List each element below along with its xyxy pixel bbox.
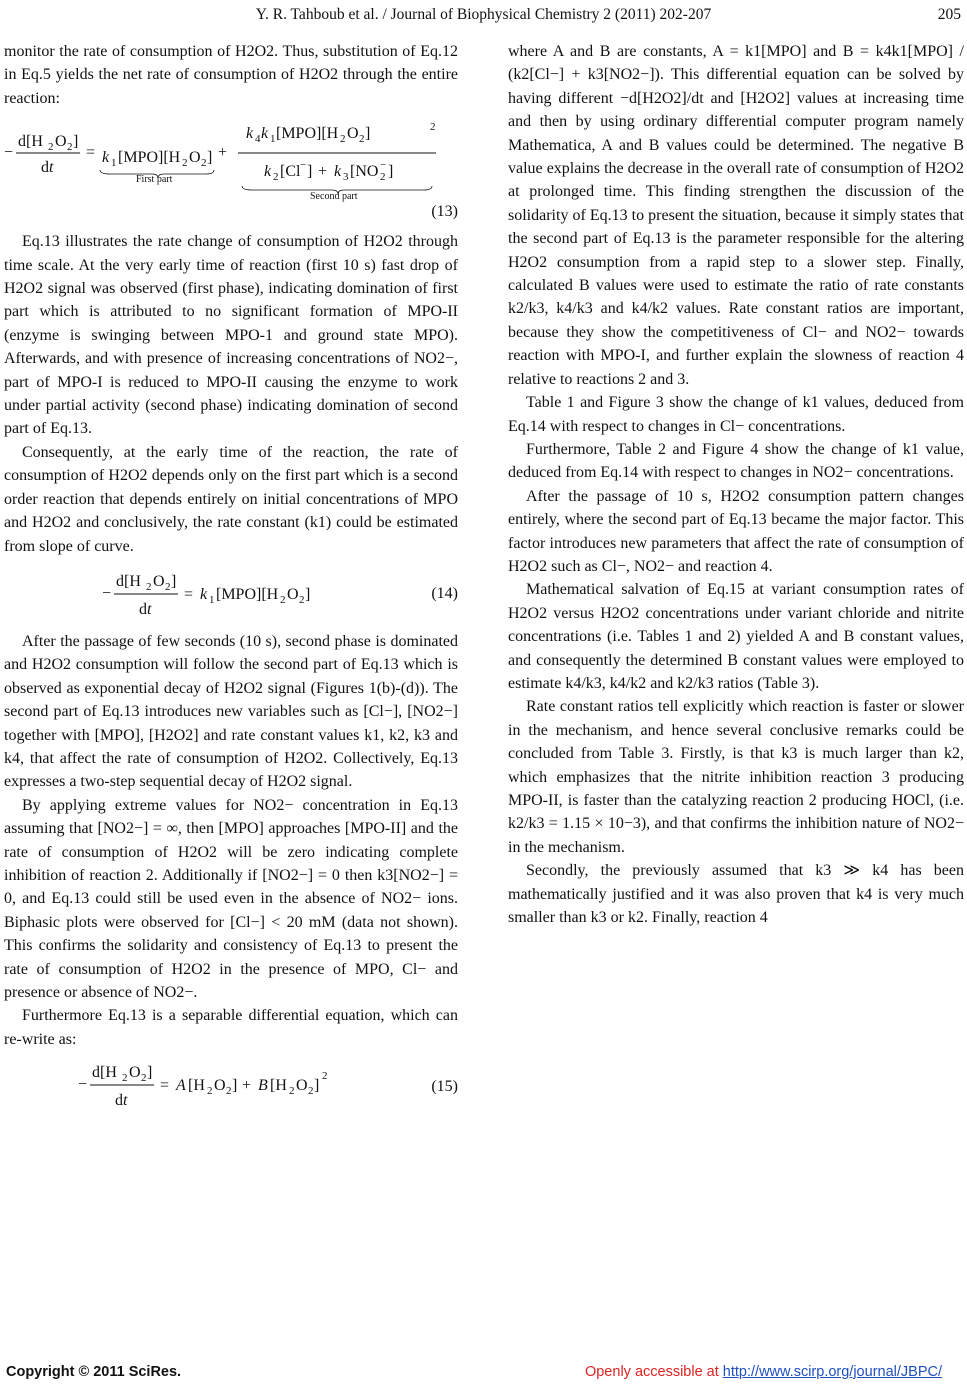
equation-13-number: (13) <box>431 203 458 221</box>
equation-13-graphic <box>4 114 458 226</box>
svg-text:O: O <box>287 585 299 603</box>
svg-text:dt: dt <box>41 159 54 177</box>
paragraph-separable: Furthermore Eq.13 is a separable differential equation, which can re-write as: <box>4 1007 458 1048</box>
svg-text:2: 2 <box>201 157 207 170</box>
svg-text:4: 4 <box>255 133 261 146</box>
svg-text:−: − <box>78 1076 88 1094</box>
equation-15-number: (15) <box>431 1078 458 1096</box>
svg-text:2: 2 <box>340 133 346 146</box>
svg-text:B: B <box>258 1077 268 1095</box>
svg-text:O: O <box>55 133 67 151</box>
svg-text:2: 2 <box>67 141 73 154</box>
svg-text:2: 2 <box>122 1072 128 1085</box>
equation-15 <box>4 1055 458 1115</box>
svg-text:2: 2 <box>146 580 152 593</box>
svg-text:[MPO][H: [MPO][H <box>216 585 279 603</box>
equation-14 <box>4 562 458 626</box>
svg-text:2: 2 <box>359 133 365 146</box>
svg-text:[MPO][H: [MPO][H <box>276 125 339 143</box>
svg-text:[H: [H <box>188 1077 205 1095</box>
right-column <box>508 40 964 929</box>
svg-text:2: 2 <box>207 1085 213 1098</box>
svg-text:=: = <box>86 144 96 162</box>
open-access-label: Openly accessible at <box>584 1364 719 1380</box>
svg-text:2: 2 <box>165 580 171 593</box>
paragraph-after-passage: After the passage of few seconds (10 s), second phase is dominated and H2O2 consumption will follow the second part of Eq.13 which is observed as exponential decay of H2O2 signal (Figures 1(b)-(d)). The second part of Eq.13 introduces new variables such as [Cl−], [NO2−] together with [MPO], [H2O2] and rate constant values k1, k2, k3 and k4, that affect the rate of consumption of H2O2. Collectively, Eq.13 expresses a two-step sequential decay of H2O2 signal. <box>4 632 458 791</box>
svg-text:k: k <box>264 163 272 181</box>
svg-text:]: ] <box>314 1077 320 1095</box>
svg-text:A: A <box>176 1077 186 1095</box>
svg-text:−: − <box>380 159 387 172</box>
equation-14-number: (14) <box>431 584 458 602</box>
eq13-first-part-label: First part <box>136 174 173 186</box>
svg-text:−: − <box>4 144 14 162</box>
svg-text:]: ] <box>207 149 213 167</box>
svg-text:dt: dt <box>115 1092 128 1110</box>
svg-text:O: O <box>189 149 201 167</box>
svg-text:2: 2 <box>380 171 386 184</box>
svg-text:2: 2 <box>226 1085 232 1098</box>
journal-url-link[interactable]: http://www.scirp.org/journal/JBPC/ <box>722 1364 942 1380</box>
svg-text:]: ] <box>305 585 311 603</box>
svg-text:2: 2 <box>430 121 436 134</box>
svg-text:]: ] <box>307 163 313 181</box>
running-header <box>0 6 967 28</box>
svg-text:2: 2 <box>273 171 279 184</box>
svg-text:k: k <box>334 163 342 181</box>
svg-text:]: ] <box>147 1064 153 1082</box>
svg-text:1: 1 <box>270 133 276 146</box>
svg-text:]: ] <box>73 133 79 151</box>
paragraph-mathematical-salvation: Mathematical salvation of Eq.15 at variant consumption rates of H2O2 versus H2O2 concentrations under variant chloride and nitrite concentrations (i.e. Tables 1 and 2) yielded A and B constant values, and consequently the determined B constant values were employed to estimate k4/k3, k4/k2 and k2/k3 ratios (Table 3). <box>508 581 964 692</box>
svg-text:O: O <box>214 1077 226 1095</box>
svg-text:+: + <box>218 144 228 162</box>
svg-text:[Cl: [Cl <box>280 163 301 181</box>
svg-text:−: − <box>300 159 307 172</box>
svg-text:[H: [H <box>270 1077 287 1095</box>
svg-text:1: 1 <box>111 157 117 170</box>
equation-15-graphic <box>4 1055 384 1115</box>
svg-text:]: ] <box>365 125 371 143</box>
svg-text:d[H: d[H <box>92 1064 117 1082</box>
copyright-notice: Copyright © 2011 SciRes. <box>6 1364 182 1380</box>
svg-text:O: O <box>296 1077 308 1095</box>
svg-text:O: O <box>347 125 359 143</box>
paragraph-constants: where A and B are constants, A = k1[MPO] and B = k4k1[MPO] / (k2[Cl−] + k3[NO2−]). This differential equation can be solved by having different −d[H2O2]/dt and [H2O2] values at increasing time and then by using ordinary differential computer program namely Mathematica, A and B values could be determined. The negative B value explains the decrease in the overall rate of consumption of H2O2 at prolonged time. This finding strengthen the discussion of the solidarity of Eq.13 to present the situation, because it simply states that the second part of Eq.13 is the parameter responsible for the altering H2O2 consumption from a rapid step to a slower step. Finally, calculated B values were used to estimate the ratio of rate constants k2/k3, k4/k3 and k4/k2 values. Rate constant ratios are important, because they show the competitiveness of Cl− and NO2− towards reaction with MPO-I, and further explain the slowness of reaction 4 relative to reactions 2 and 3. <box>508 43 964 388</box>
paragraph-eq13-explanation: Eq.13 illustrates the rate change of consumption of H2O2 through time scale. At the very early time of reaction (first 10 s) fast drop of H2O2 signal was observed (first phase), indicating domination of first part which is attributed to no significant formation of MPO-II (enzyme is swinging between MPO-1 and ground state MPO). Afterwards, and with presence of increasing concentrations of NO2−, part of MPO-I is reduced to MPO-II causing the enzyme to work under partial activity (second phase) indicating domination of second part of Eq.13. <box>4 233 458 438</box>
svg-text:2: 2 <box>322 1070 328 1083</box>
svg-text:2: 2 <box>280 593 286 606</box>
equation-14-graphic <box>4 562 384 626</box>
paragraph-table2: Furthermore, Table 2 and Figure 4 show the change of k1 value, deduced from Eq.14 with respect to changes in NO2− concentrations. <box>508 440 964 482</box>
svg-text:d[H: d[H <box>18 133 43 151</box>
page-number: 205 <box>937 6 961 23</box>
paragraph-rate-ratios: Rate constant ratios tell explicitly which reaction is faster or slower in the mechanism, and hence several conclusive remarks could be concluded from Table 3. Firstly, is that k3 is much larger than k2, which emphasizes that the nitrite inhibition reaction 3 producing MPO-II, is faster than the catalyzing reaction 2 producing HOCl, (i.e. k2/k3 = 1.15 × 10−3), and that confirms the inhibition nature of NO2− in the mechanism. <box>508 698 964 856</box>
paragraph-secondly: Secondly, the previously assumed that k3 ≫ k4 has been mathematically justified and it was also proven that k4 is very much smaller than k3 or k2. Finally, reaction 4 <box>508 862 964 927</box>
svg-text:[MPO][H: [MPO][H <box>118 149 181 167</box>
paragraph-consequently: Consequently, at the early time of the reaction, the rate of consumption of H2O2 depends only on the first part which is a second order reaction that depends entirely on initial concentrations of MPO and H2O2 and conclusively, the rate constant (k1) could be estimated from slope of curve. <box>4 443 458 555</box>
svg-text:+: + <box>318 163 328 181</box>
paragraph-extreme-values: By applying extreme values for NO2− concentration in Eq.13 assuming that [NO2−] = ∞, then [MPO] approaches [MPO-II] and the rate of consumption of H2O2 will be zero indicating complete inhibition of reaction 2. Additionally if [NO2−] = 0 then k3[NO2−] = 0, and Eq.13 could still be used even in the absence of NO2− ions. Biphasic plots were observed for [Cl−] < 20 mM (data not shown). This confirms the solidarity and consistency of Eq.13 to present the rate of consumption of H2O2 in the presence of MPO, Cl− and presence or absence of NO2−. <box>4 796 458 1001</box>
svg-text:dt: dt <box>139 600 152 618</box>
svg-text:O: O <box>153 572 165 590</box>
svg-text:+: + <box>242 1077 252 1095</box>
svg-text:k: k <box>200 585 208 603</box>
svg-text:O: O <box>129 1064 141 1082</box>
paragraph-after-10s: After the passage of 10 s, H2O2 consumption pattern changes entirely, where the second part of Eq.13 became the major factor. This factor introduces new parameters that affect the rate of consumption of H2O2 such as Cl−, NO2− and reaction 4. <box>508 487 964 575</box>
svg-text:]: ] <box>232 1077 238 1095</box>
svg-text:−: − <box>102 584 112 602</box>
svg-text:=: = <box>184 585 194 603</box>
left-column <box>4 40 458 1119</box>
eq13-second-part-label: Second part <box>310 191 358 203</box>
svg-text:[NO: [NO <box>350 163 379 181</box>
svg-text:2: 2 <box>141 1072 147 1085</box>
open-access-notice <box>585 1364 942 1380</box>
page-footer <box>0 1364 967 1384</box>
svg-text:1: 1 <box>209 593 215 606</box>
svg-text:k: k <box>102 149 110 167</box>
svg-text:=: = <box>160 1077 170 1095</box>
svg-text:2: 2 <box>289 1085 295 1098</box>
svg-text:k: k <box>246 125 254 143</box>
paragraph-table1: Table 1 and Figure 3 show the change of k1 values, deduced from Eq.14 with respect to changes in Cl− concentrations. <box>508 394 964 435</box>
svg-text:3: 3 <box>343 171 349 184</box>
svg-text:]: ] <box>171 572 177 590</box>
svg-text:k: k <box>261 125 269 143</box>
svg-text:2: 2 <box>299 593 305 606</box>
svg-text:2: 2 <box>308 1085 314 1098</box>
svg-text:2: 2 <box>48 141 54 154</box>
equation-13 <box>4 114 458 226</box>
svg-text:2: 2 <box>182 157 188 170</box>
paragraph-intro: monitor the rate of consumption of H2O2. Thus, substitution of Eq.12 in Eq.5 yields the net rate of consumption of H2O2 through the entire reaction: <box>4 43 458 107</box>
svg-text:d[H: d[H <box>116 572 141 590</box>
svg-text:]: ] <box>388 163 394 181</box>
running-head-text: Y. R. Tahboub et al. / Journal of Biophysical Chemistry 2 (2011) 202-207 <box>255 6 712 23</box>
